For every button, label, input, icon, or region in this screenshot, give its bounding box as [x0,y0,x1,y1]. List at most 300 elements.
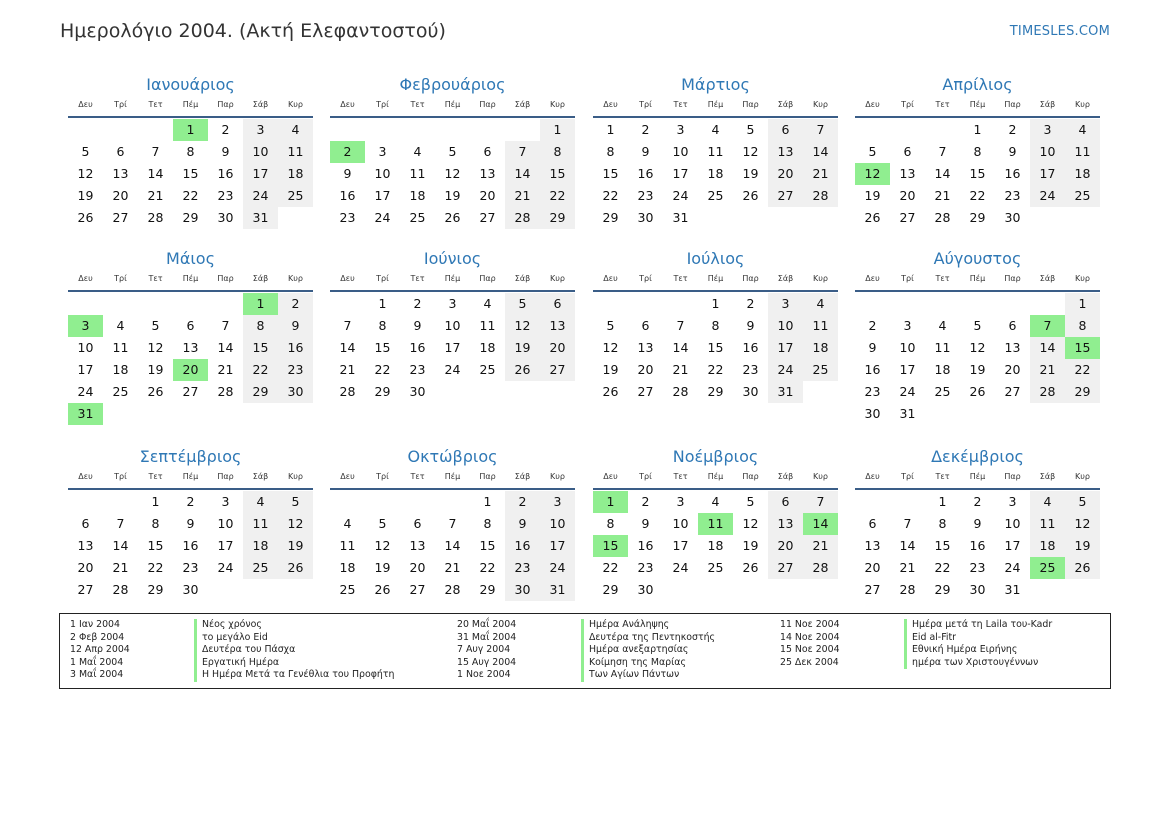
empty-cell [103,293,138,315]
brand-link[interactable]: TIMESLES.COM [1009,24,1110,39]
day-cell: 7 [803,119,838,141]
day-cell: 5 [1065,491,1100,513]
empty-cell [540,381,575,403]
day-cell: 11 [803,315,838,337]
empty-cell [400,119,435,141]
day-cell: 3 [676,122,685,137]
empty-cell [855,119,890,141]
holiday-date: 1 Ιαν 2004 [70,619,120,630]
empty-cell [733,207,768,229]
day-cell: 28 [339,384,356,399]
header-divider [593,116,838,118]
holiday-row [457,644,715,657]
day-cell: 9 [221,144,230,159]
week-row [593,359,838,381]
day-cell: 6 [116,144,125,159]
day-cell: 7 [676,318,685,333]
empty-cell [960,293,995,315]
weekday-label: Δευ [603,100,618,109]
empty-cell [1030,579,1065,601]
day-cell: 20 [1004,362,1021,377]
day-cell: 14 [444,538,461,553]
day-cell: 20 [768,535,803,557]
day-cell: 13 [479,166,496,181]
weekday-label: Κυρ [1075,100,1090,109]
empty-cell [103,119,138,141]
holiday-day-cell: 3 [68,315,103,337]
day-cell: 17 [243,163,278,185]
day-cell: 18 [409,188,426,203]
week-row [68,185,313,207]
weekday-label: Σάβ [777,100,794,109]
week-row [330,513,575,535]
week-row [593,337,838,359]
day-cell: 18 [803,337,838,359]
day-cell: 24 [374,210,391,225]
week-row [593,185,838,207]
weekday-label: Τρί [639,472,652,481]
day-cell: 19 [864,188,881,203]
weekday-label: Τετ [410,472,425,481]
day-cell: 24 [77,384,94,399]
day-cell: 21 [1030,359,1065,381]
day-cell: 5 [448,144,457,159]
day-cell: 26 [444,210,461,225]
day-cell: 6 [483,144,492,159]
day-cell: 28 [803,185,838,207]
empty-cell [628,293,663,315]
weekday-label: Παρ [742,100,759,109]
weekday-header [855,271,1100,287]
day-cell: 27 [899,210,916,225]
day-cell: 5 [973,318,982,333]
month-name: Δεκέμβριος [931,447,1024,466]
day-cell: 12 [374,538,391,553]
day-cell: 17 [77,362,94,377]
day-cell: 22 [540,185,575,207]
month-name: Μάρτιος [681,75,750,94]
day-cell: 28 [672,384,689,399]
weekday-label: Τρί [376,100,389,109]
day-cell: 3 [221,494,230,509]
week-row [855,185,1100,207]
day-cell: 10 [672,516,689,531]
month-calendar [855,445,1100,601]
empty-cell [925,119,960,141]
empty-cell [435,381,470,403]
weekday-label: Τρί [114,274,127,283]
weekday-label: Τρί [901,472,914,481]
day-cell: 21 [934,188,951,203]
day-cell: 31 [243,207,278,229]
day-cell: 10 [1004,516,1021,531]
day-cell: 8 [243,315,278,337]
day-cell: 19 [374,560,391,575]
day-cell: 19 [77,188,94,203]
weekday-label: Τετ [935,472,950,481]
day-cell: 19 [147,362,164,377]
holiday-row [457,669,715,682]
weekday-header [68,271,313,287]
day-cell: 15 [147,538,164,553]
weekday-label: Παρ [479,274,496,283]
day-cell: 21 [444,560,461,575]
day-cell: 21 [899,560,916,575]
day-cell: 1 [540,119,575,141]
empty-cell [663,579,698,601]
week-row [855,141,1100,163]
weekday-label: Σάβ [252,274,269,283]
day-cell: 20 [77,560,94,575]
day-cell: 7 [903,516,912,531]
holiday-day-cell: 25 [1030,557,1065,579]
weekday-label: Τρί [376,274,389,283]
week-row [855,513,1100,535]
weekday-header [855,469,1100,485]
day-cell: 22 [969,188,986,203]
day-cell: 13 [864,538,881,553]
week-row [855,337,1100,359]
day-cell: 27 [112,210,129,225]
week-row [68,207,313,229]
empty-cell [890,293,925,315]
day-cell: 30 [182,582,199,597]
weekday-label: Τρί [376,472,389,481]
day-cell: 31 [540,579,575,601]
empty-cell [103,403,138,425]
day-cell: 2 [278,293,313,315]
day-cell: 10 [374,166,391,181]
empty-cell [278,403,313,425]
holiday-day-cell: 15 [593,535,628,557]
day-cell: 25 [243,557,278,579]
day-cell: 23 [505,557,540,579]
day-cell: 19 [1065,535,1100,557]
empty-cell [593,293,628,315]
day-cell: 29 [969,210,986,225]
day-cell: 18 [1065,163,1100,185]
day-cell: 26 [602,384,619,399]
holiday-row [70,657,394,670]
day-cell: 7 [803,491,838,513]
empty-cell [68,491,103,513]
day-cell: 10 [444,318,461,333]
day-cell: 13 [409,538,426,553]
day-cell: 11 [1065,141,1100,163]
weekday-label: Τρί [639,100,652,109]
day-cell: 2 [413,296,422,311]
weekday-label: Κυρ [550,472,565,481]
day-cell: 13 [182,340,199,355]
day-cell: 24 [1030,185,1065,207]
day-cell: 10 [672,144,689,159]
weekday-label: Κυρ [550,100,565,109]
day-cell: 23 [217,188,234,203]
week-row [593,315,838,337]
day-cell: 6 [1008,318,1017,333]
empty-cell [733,579,768,601]
weekday-label: Τετ [673,274,688,283]
holiday-column [780,619,1052,669]
holiday-date: 15 Νοε 2004 [780,644,840,655]
empty-cell [173,403,208,425]
month-calendar [68,73,313,229]
header-divider [593,488,838,490]
day-cell: 24 [768,359,803,381]
day-cell: 10 [217,516,234,531]
day-cell: 1 [606,122,615,137]
month-calendar [330,247,575,403]
week-row [593,579,838,601]
day-cell: 6 [413,516,422,531]
weekday-header [593,469,838,485]
weekday-label: Δευ [78,274,93,283]
day-cell: 28 [803,557,838,579]
day-cell: 11 [934,340,951,355]
holiday-name: Ημέρα μετά τη Laila του-Kadr [904,619,1052,632]
day-cell: 26 [505,359,540,381]
holiday-day-cell: 7 [1030,315,1065,337]
day-cell: 5 [746,122,755,137]
day-cell: 25 [339,582,356,597]
day-cell: 13 [540,315,575,337]
day-cell: 25 [707,560,724,575]
weekday-header [330,469,575,485]
empty-cell [470,119,505,141]
week-row [330,315,575,337]
day-cell: 30 [505,579,540,601]
day-cell: 4 [1065,119,1100,141]
day-cell: 12 [147,340,164,355]
day-cell: 28 [444,582,461,597]
month-name: Νοέμβριος [672,447,759,466]
day-cell: 7 [116,516,125,531]
empty-cell [365,119,400,141]
week-row [330,337,575,359]
weekday-header [855,97,1100,113]
day-cell: 26 [374,582,391,597]
day-cell: 3 [903,318,912,333]
day-cell: 9 [641,144,650,159]
weekday-label: Δευ [603,472,618,481]
day-cell: 16 [742,340,759,355]
day-cell: 12 [742,516,759,531]
weekday-label: Σάβ [1039,472,1056,481]
empty-cell [138,119,173,141]
day-cell: 15 [934,538,951,553]
day-cell: 13 [1004,340,1021,355]
day-cell: 29 [243,381,278,403]
day-cell: 2 [641,494,650,509]
day-cell: 24 [672,560,689,575]
day-cell: 23 [742,362,759,377]
day-cell: 27 [637,384,654,399]
day-cell: 16 [217,166,234,181]
weekday-header [330,97,575,113]
header-divider [330,488,575,490]
empty-cell [890,119,925,141]
day-cell: 24 [217,560,234,575]
day-cell: 23 [1004,188,1021,203]
day-cell: 7 [151,144,160,159]
day-cell: 24 [243,185,278,207]
day-cell: 17 [374,188,391,203]
month-name: Απρίλιος [942,75,1013,94]
day-cell: 11 [339,538,356,553]
weekday-label: Τρί [901,100,914,109]
holiday-name: Ημέρα ανεξαρτησίας [581,644,688,657]
week-row [330,119,575,141]
week-row [593,513,838,535]
day-cell: 26 [969,384,986,399]
weekday-header [330,271,575,287]
day-cell: 20 [112,188,129,203]
day-cell: 4 [803,293,838,315]
weekday-label: Τετ [935,274,950,283]
day-cell: 28 [217,384,234,399]
day-cell: 11 [243,513,278,535]
day-cell: 26 [742,560,759,575]
holiday-day-cell: 1 [173,119,208,141]
weekday-label: Τρί [901,274,914,283]
weekday-label: Κυρ [1075,274,1090,283]
empty-cell [470,381,505,403]
header-divider [68,290,313,292]
day-cell: 30 [864,406,881,421]
day-cell: 21 [217,362,234,377]
day-cell: 13 [768,513,803,535]
weekday-label: Πέμ [969,274,986,283]
day-cell: 4 [343,516,352,531]
day-cell: 2 [973,494,982,509]
day-cell: 25 [1065,185,1100,207]
day-cell: 1 [938,494,947,509]
day-cell: 15 [602,166,619,181]
header-divider [855,290,1100,292]
week-row [855,119,1100,141]
day-cell: 14 [505,163,540,185]
weekday-label: Πέμ [182,472,199,481]
day-cell: 24 [899,384,916,399]
day-cell: 3 [448,296,457,311]
day-cell: 22 [707,362,724,377]
day-cell: 26 [742,188,759,203]
holiday-day-cell: 15 [1065,337,1100,359]
holiday-name: Ημέρα Ανάληψης [581,619,669,632]
weekday-header [68,469,313,485]
day-cell: 9 [746,318,755,333]
holiday-name: Δευτέρα του Πάσχα [194,644,295,657]
day-cell: 12 [444,166,461,181]
day-cell: 8 [1065,315,1100,337]
empty-cell [803,207,838,229]
month-name: Αύγουστος [933,249,1022,268]
day-cell: 26 [77,210,94,225]
weekday-header [593,271,838,287]
day-cell: 29 [182,210,199,225]
weekday-label: Παρ [217,274,234,283]
day-cell: 18 [112,362,129,377]
weekday-label: Παρ [217,472,234,481]
day-cell: 8 [606,144,615,159]
header-divider [593,290,838,292]
weekday-label: Σάβ [777,472,794,481]
holiday-name: Των Αγίων Πάντων [581,669,679,682]
week-row [593,381,838,403]
empty-cell [890,491,925,513]
week-row [593,119,838,141]
holiday-day-cell: 20 [173,359,208,381]
day-cell: 27 [864,582,881,597]
day-cell: 14 [934,166,951,181]
day-cell: 14 [1030,337,1065,359]
day-cell: 2 [746,296,755,311]
month-calendar [855,73,1100,229]
empty-cell [330,119,365,141]
day-cell: 25 [479,362,496,377]
empty-cell [960,403,995,425]
day-cell: 18 [934,362,951,377]
holiday-name: Νέος χρόνος [194,619,262,632]
day-cell: 21 [147,188,164,203]
day-cell: 30 [637,582,654,597]
day-cell: 9 [868,340,877,355]
day-cell: 21 [112,560,129,575]
header-divider [855,488,1100,490]
empty-cell [698,579,733,601]
day-cell: 27 [479,210,496,225]
month-calendar [593,247,838,403]
weekday-label: Τρί [114,472,127,481]
holiday-date: 12 Απρ 2004 [70,644,130,655]
day-cell: 21 [339,362,356,377]
week-row [855,403,1100,425]
day-cell: 9 [973,516,982,531]
day-cell: 8 [540,141,575,163]
day-cell: 29 [602,582,619,597]
day-cell: 4 [483,296,492,311]
month-name: Ιούλιος [686,249,745,268]
day-cell: 14 [672,340,689,355]
day-cell: 7 [505,141,540,163]
day-cell: 20 [540,337,575,359]
day-cell: 22 [243,359,278,381]
empty-cell [68,119,103,141]
day-cell: 31 [672,210,689,225]
day-cell: 10 [1030,141,1065,163]
week-row [593,207,838,229]
day-cell: 19 [505,337,540,359]
weekday-label: Πέμ [707,472,724,481]
weekday-label: Δευ [340,472,355,481]
holiday-row [70,669,394,682]
weekday-label: Σάβ [252,100,269,109]
weekday-label: Τετ [148,100,163,109]
weekday-label: Παρ [479,100,496,109]
weekday-label: Τετ [673,100,688,109]
day-cell: 20 [899,188,916,203]
day-cell: 19 [602,362,619,377]
day-cell: 28 [147,210,164,225]
empty-cell [803,381,838,403]
day-cell: 29 [479,582,496,597]
empty-cell [278,207,313,229]
day-cell: 4 [1030,491,1065,513]
weekday-label: Πέμ [969,472,986,481]
day-cell: 20 [479,188,496,203]
holiday-date: 3 Μαΐ 2004 [70,669,124,680]
week-row [593,535,838,557]
